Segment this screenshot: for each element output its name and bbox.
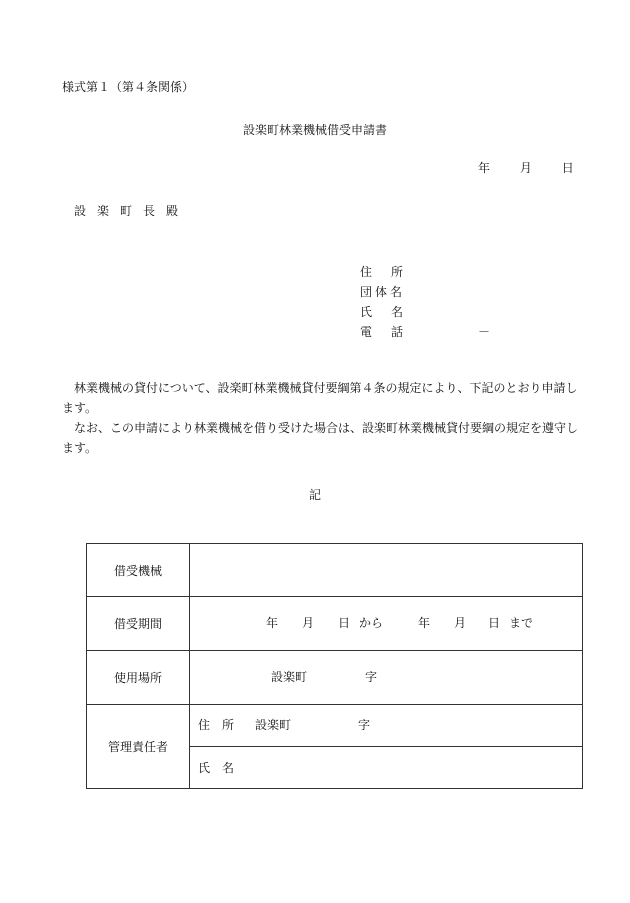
applicant-organization-label: 団体名 (360, 285, 406, 299)
document-title: 設楽町林業機械借受申請書 (242, 123, 387, 137)
period-year-label: 年 (266, 616, 279, 630)
table-row-machine (87, 544, 583, 597)
location-town: 設楽町 (271, 670, 308, 684)
applicant-address-label: 住所 (360, 265, 423, 279)
manager-label: 管理責任者 (87, 705, 190, 789)
period-label: 借受期間 (87, 597, 190, 651)
applicant-phone-label: 電話 (360, 325, 423, 339)
location-label: 使用場所 (87, 651, 190, 705)
period-day2-label: 日 (488, 616, 501, 630)
machine-label: 借受機械 (87, 544, 190, 597)
period-day-label: 日 (338, 616, 351, 630)
period-month2-label: 月 (454, 616, 467, 630)
date-day-label: 日 (561, 161, 574, 175)
period-year2-label: 年 (418, 616, 431, 630)
machine-value-field[interactable] (190, 544, 583, 597)
date-line (478, 160, 574, 176)
period-until-label: まで (509, 616, 534, 630)
table-row-location (87, 651, 583, 705)
manager-name-field[interactable] (190, 747, 583, 789)
date-month-label: 月 (519, 161, 532, 175)
table-row-period (87, 597, 583, 651)
period-value-field[interactable] (190, 597, 583, 651)
location-aza: 字 (365, 670, 378, 684)
addressee: 設楽町長殿 (74, 204, 190, 218)
applicant-name-label: 氏名 (360, 305, 423, 319)
body-text (62, 378, 578, 458)
ki-heading: 記 (308, 488, 321, 502)
period-from-label: から (359, 616, 384, 630)
manager-address-field[interactable] (190, 705, 583, 747)
applicant-block (360, 262, 491, 342)
manager-aza: 字 (358, 718, 371, 732)
application-table (86, 543, 583, 789)
body-paragraph-1: 林業機械の貸付について、設楽町林業機械貸付要綱第４条の規定により、下記のとおり申請します。 (62, 381, 578, 415)
form-number: 様式第１（第４条関係） (62, 80, 195, 94)
date-year-label: 年 (478, 161, 491, 175)
applicant-phone-line (360, 322, 491, 342)
body-paragraph-2: なお、この申請により林業機械を借り受けた場合は、設楽町林業機械貸付要綱の規定を遵守します。 (62, 421, 579, 455)
phone-separator: － (478, 325, 491, 339)
location-value-field[interactable] (190, 651, 583, 705)
manager-name-label: 氏 名 (198, 761, 235, 775)
manager-town: 設楽町 (255, 718, 292, 732)
table-row-manager-address (87, 705, 583, 747)
period-month-label: 月 (302, 616, 315, 630)
manager-address-label: 住 所 (198, 718, 235, 732)
